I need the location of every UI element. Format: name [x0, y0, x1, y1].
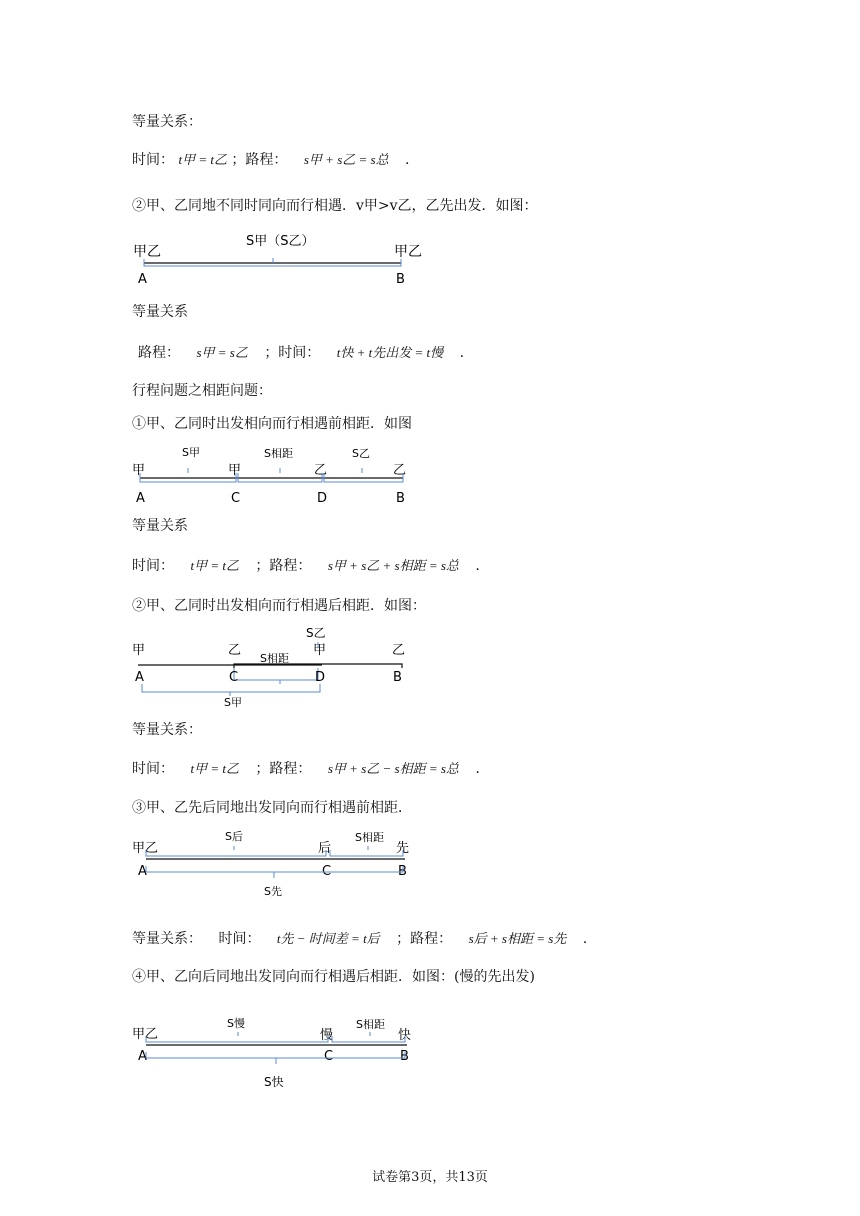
- point-b: B: [396, 272, 405, 287]
- point-b: B: [400, 1049, 409, 1064]
- line-end: .: [582, 931, 588, 947]
- label-s-xiangju: S相距: [264, 447, 293, 460]
- runner-yi-start: 乙: [393, 463, 407, 478]
- distance-formula: s甲 = s乙: [196, 345, 248, 360]
- label-s-yi: S乙: [306, 626, 326, 640]
- case-r2-title: ②甲、乙同时出发相向而行相遇后相距．如图：: [132, 598, 426, 614]
- runner-hou: 后: [318, 841, 332, 856]
- point-b: B: [393, 670, 402, 685]
- brace-s-kuai: [146, 1052, 405, 1058]
- point-a: A: [138, 864, 147, 879]
- line-end: .: [475, 558, 480, 574]
- label-s-xiangju: S相距: [260, 652, 289, 665]
- separator: ；路程：: [255, 558, 312, 574]
- equivalence-heading-3: 等量关系: [132, 518, 188, 534]
- line-end: .: [475, 761, 480, 777]
- same-direction-before-meeting-diagram: [130, 826, 430, 908]
- runner-man: 慢: [320, 1028, 334, 1043]
- line-end: .: [405, 152, 410, 168]
- brace-s-xiangju: [332, 1036, 405, 1042]
- runner-yi-position: 乙: [314, 463, 328, 478]
- point-a: A: [138, 272, 147, 287]
- label-s-xian: S先: [264, 885, 282, 898]
- point-d: D: [317, 491, 328, 506]
- label-s-kuai: S快: [264, 1075, 284, 1089]
- equivalence-heading-2: 等量关系: [132, 304, 188, 320]
- runner-jia-start: 甲: [132, 643, 146, 658]
- brace-s-xiangju: [330, 850, 403, 856]
- separator: ；时间：: [264, 345, 321, 361]
- time-formula: t快 + t先出发 = t慢: [336, 345, 444, 360]
- case-r4-title: ④甲、乙向后同地出发同向而行相遇后相距．如图：(慢的先出发): [132, 969, 535, 985]
- distance-before-meeting-diagram: [130, 442, 430, 508]
- brace-s-xiangju: [234, 668, 318, 680]
- time-formula: t甲 = t乙: [190, 558, 239, 573]
- runner-yi-start: 乙: [392, 643, 406, 658]
- formula-line-4: [132, 759, 480, 779]
- runner-names-left: 甲乙: [132, 1027, 159, 1042]
- point-c: C: [231, 491, 241, 506]
- formula-line-5: [132, 929, 587, 949]
- distance-formula: s后 + s相距 = s先: [468, 931, 567, 946]
- distance-label: 路程：: [138, 345, 180, 361]
- distance-formula: s甲 + s乙 − s相距 = s总: [327, 761, 459, 776]
- separator: ；路程：: [396, 931, 453, 947]
- point-c: C: [229, 670, 239, 685]
- point-d: D: [315, 670, 326, 685]
- label-s-jia: S甲: [182, 446, 200, 459]
- point-a: A: [138, 1049, 147, 1064]
- runner-yi-position: 乙: [228, 643, 242, 658]
- equivalence-heading-1: 等量关系：: [132, 114, 202, 130]
- time-formula: t甲 = t乙: [178, 152, 227, 167]
- runner-jia-start: 甲: [132, 463, 146, 478]
- equivalence-heading-4: 等量关系：: [132, 722, 202, 738]
- runner-jia-position: 甲: [228, 463, 242, 478]
- label-s-xiangju: S相距: [356, 1018, 385, 1031]
- point-c: C: [324, 1049, 334, 1064]
- case-r3-title: ③甲、乙先后同地出发同向而行相遇前相距．: [132, 800, 412, 816]
- equivalence-heading-5: 等量关系：: [132, 931, 202, 947]
- label-s-hou: S后: [225, 830, 243, 843]
- brace-s-hou: [146, 850, 326, 856]
- point-b: B: [398, 864, 407, 879]
- separator: ；路程：: [255, 761, 312, 777]
- time-formula: t甲 = t乙: [190, 761, 239, 776]
- formula-line-1: [132, 150, 410, 170]
- time-label: 时间：: [132, 152, 174, 168]
- label-s-xiangju: S相距: [355, 831, 384, 844]
- runner-names-left: 甲乙: [133, 244, 161, 260]
- formula-line-3: [132, 556, 480, 576]
- runner-names-right: 甲乙: [394, 244, 422, 260]
- time-label: 时间：: [218, 931, 261, 947]
- distance-after-meeting-diagram: [130, 624, 430, 712]
- section-title: 行程问题之相距问题：: [132, 383, 272, 399]
- runner-names-left: 甲乙: [132, 841, 159, 856]
- brace-s-man: [146, 1036, 328, 1042]
- distance-formula: s甲 + s乙 = s总: [303, 152, 389, 167]
- time-label: 时间：: [132, 761, 174, 777]
- distance-formula: s甲 + s乙 + s相距 = s总: [327, 558, 459, 573]
- line-end: .: [459, 345, 465, 361]
- point-c: C: [322, 864, 332, 879]
- segment-cb: [234, 664, 402, 668]
- point-b: B: [396, 491, 405, 506]
- label-s-yi: S乙: [352, 447, 370, 460]
- formula-line-2: [138, 343, 464, 363]
- brace-s-xian: [146, 866, 403, 872]
- label-s-man: S慢: [227, 1017, 245, 1030]
- runner-kuai: 快: [398, 1028, 412, 1043]
- meeting-diagram-1: [130, 228, 440, 290]
- label-s-jia: S甲: [224, 696, 242, 709]
- same-direction-after-meeting-diagram: [130, 1012, 430, 1096]
- case-r1-title: ①甲、乙同时出发相向而行相遇前相距．如图: [132, 416, 412, 432]
- time-label: 时间：: [132, 558, 174, 574]
- runner-xian: 先: [396, 841, 410, 856]
- brace-s-jia: [142, 684, 320, 692]
- point-a: A: [135, 670, 144, 685]
- runner-jia-position: 甲: [313, 643, 327, 658]
- time-formula: t先 − 时间差 = t后: [276, 931, 380, 946]
- separator: ；路程：: [231, 152, 288, 168]
- page-footer: 试卷第3页，共13页: [372, 1170, 488, 1185]
- case-2-title: ②甲、乙同地不同时同向而行相遇．v甲>v乙，乙先出发．如图：: [132, 198, 538, 214]
- point-a: A: [136, 491, 145, 506]
- label-s-jia-s-yi: S甲（S乙）: [246, 234, 315, 249]
